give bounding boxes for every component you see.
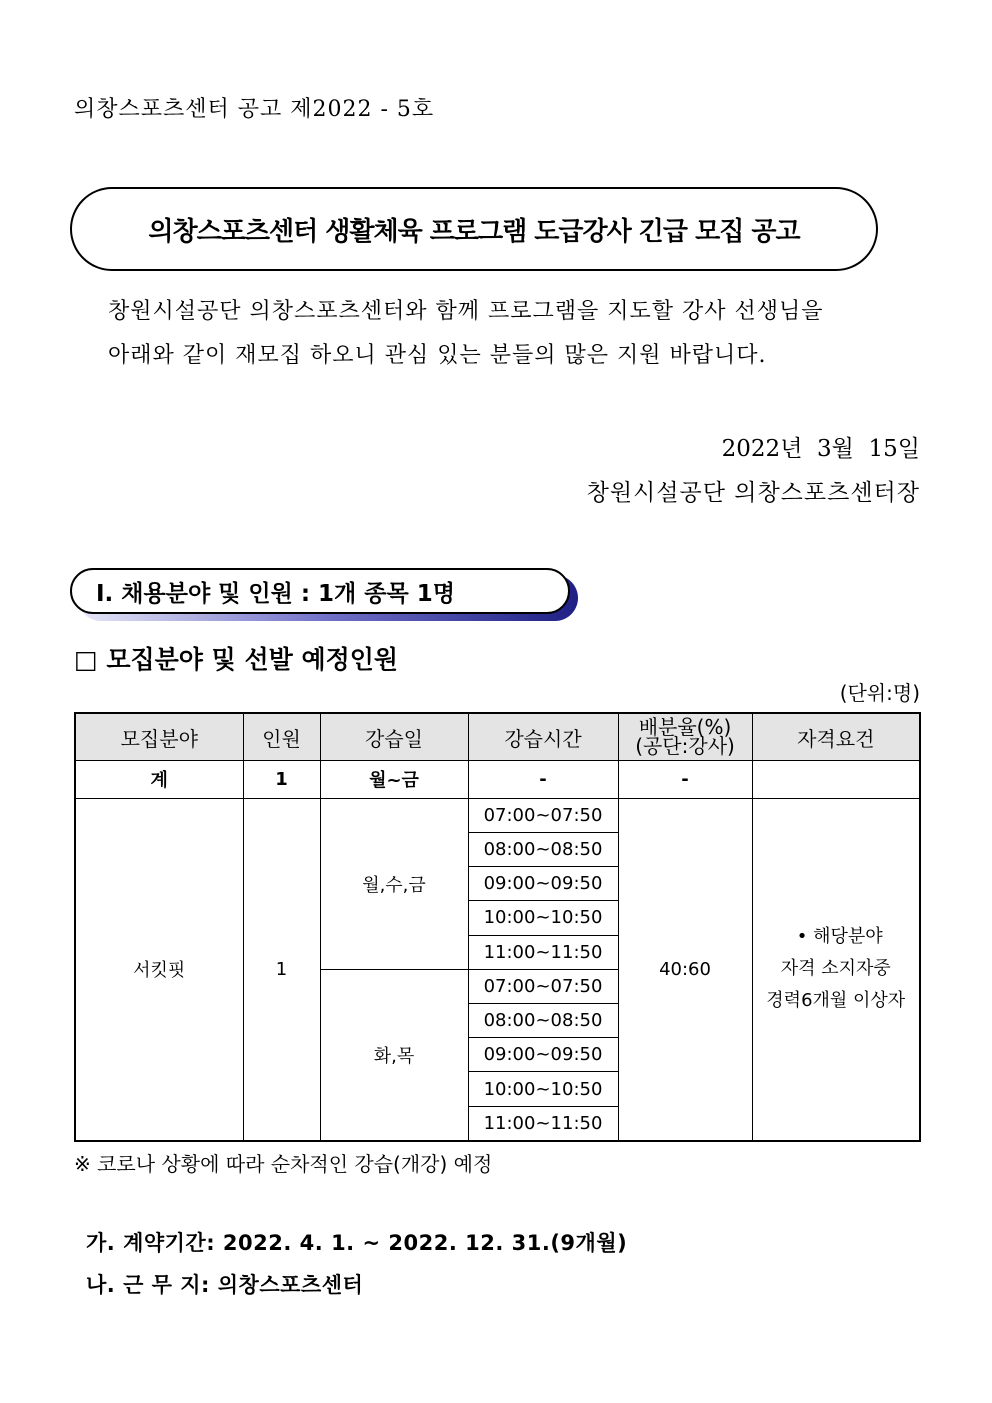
- total-times: -: [468, 761, 618, 798]
- workplace: 나. 근 무 지: 의창스포츠센터: [86, 1273, 364, 1297]
- time-slot: 07:00~07:50: [468, 969, 618, 1003]
- contract-period: 가. 계약기간: 2022. 4. 1. ~ 2022. 12. 31.(9개월): [86, 1231, 628, 1255]
- time-slot: 08:00~08:50: [468, 1003, 618, 1037]
- qualification-line: 경력6개월 이상자: [766, 990, 906, 1012]
- time-slot: 11:00~11:50: [468, 935, 618, 969]
- time-slot: 10:00~10:50: [468, 1072, 618, 1106]
- time-slot: 10:00~10:50: [468, 901, 618, 935]
- table-row: [75, 798, 920, 832]
- field-cell: 서킷핏: [75, 798, 243, 1141]
- header-qualification: 자격요건: [752, 713, 920, 761]
- header-field: 모집분야: [75, 713, 243, 761]
- time-slot: 08:00~08:50: [468, 832, 618, 866]
- header-ratio-line1: 배분율(%): [638, 715, 732, 740]
- subsection-heading: □ 모집분야 및 선발 예정인원: [74, 645, 399, 674]
- footnote: ※ 코로나 상황에 따라 순차적인 강습(개강) 예정: [74, 1152, 493, 1176]
- intro-line-1: 창원시설공단 의창스포츠센터와 함께 프로그램을 지도할 강사 선생님을: [108, 299, 824, 324]
- recruitment-table: [74, 712, 921, 1142]
- count-cell: 1: [243, 798, 320, 1141]
- qualification-line: • 해당분야: [796, 926, 883, 948]
- page-title: 의창스포츠센터 생활체육 프로그램 도급강사 긴급 모집 공고: [148, 216, 800, 247]
- qualification-line: 자격 소지자중: [780, 958, 891, 980]
- total-qualification: [752, 761, 920, 798]
- table-row-total: [75, 761, 920, 798]
- time-slot: 09:00~09:50: [468, 867, 618, 901]
- section-heading: Ⅰ. 채용분야 및 인원 : 1개 종목 1명: [96, 580, 455, 607]
- total-label: 계: [75, 761, 243, 798]
- section-heading-box: [70, 568, 570, 614]
- days-cell-b: 화,목: [320, 969, 468, 1141]
- header-ratio-line2: (공단:강사): [635, 734, 735, 759]
- total-count: 1: [243, 761, 320, 798]
- days-cell-a: 월,수,금: [320, 798, 468, 969]
- time-slot: 09:00~09:50: [468, 1038, 618, 1072]
- header-times: 강습시간: [468, 713, 618, 761]
- title-box: [70, 187, 878, 271]
- time-slot: 07:00~07:50: [468, 798, 618, 832]
- time-slot: 11:00~11:50: [468, 1106, 618, 1141]
- unit-label: (단위:명): [839, 681, 920, 705]
- table-header-row: [75, 713, 920, 761]
- qualification-cell: [752, 798, 920, 1141]
- total-days: 월~금: [320, 761, 468, 798]
- issue-date: 2022년 3월 15일: [721, 436, 920, 462]
- issuer: 창원시설공단 의창스포츠센터장: [586, 480, 920, 506]
- total-ratio: -: [618, 761, 752, 798]
- notice-number: 의창스포츠센터 공고 제2022 - 5호: [74, 97, 435, 122]
- header-days: 강습일: [320, 713, 468, 761]
- intro-line-2: 아래와 같이 재모집 하오니 관심 있는 분들의 많은 지원 바랍니다.: [108, 343, 767, 368]
- header-ratio: [618, 713, 752, 761]
- header-count: 인원: [243, 713, 320, 761]
- ratio-cell: 40:60: [618, 798, 752, 1141]
